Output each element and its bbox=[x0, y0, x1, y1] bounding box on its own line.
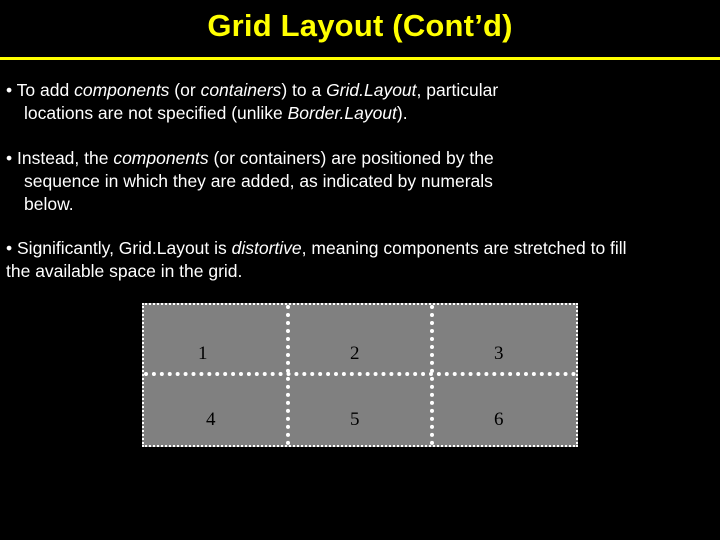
bullet-continuation: below. bbox=[24, 194, 74, 214]
grid-divider bbox=[144, 372, 576, 376]
bullet-continuation: sequence in which they are added, as indicated by numerals bbox=[24, 171, 493, 191]
bullet-italic-term: components bbox=[74, 80, 170, 100]
bullet-continuation: the available space in the grid. bbox=[6, 261, 243, 281]
bullet-italic-term: containers bbox=[200, 80, 282, 100]
bullet-text: ) to a bbox=[281, 80, 327, 100]
bullet-marker: • bbox=[6, 80, 13, 100]
bullet-text: (or containers) are positioned by the bbox=[208, 148, 494, 168]
title-underline bbox=[0, 57, 720, 60]
bullet-italic-term: distortive bbox=[231, 238, 302, 258]
bullet-text: ). bbox=[396, 103, 408, 123]
bullet-italic-term: Grid.Layout bbox=[326, 80, 417, 100]
bullet-text: , particular bbox=[416, 80, 499, 100]
bullet-text: (or bbox=[169, 80, 201, 100]
slide-title: Grid Layout (Cont’d) bbox=[207, 8, 513, 43]
bullet-italic-term: components bbox=[113, 148, 209, 168]
grid-cell-5: 5 bbox=[350, 409, 360, 430]
bullet-italic-term: Border.Layout bbox=[287, 103, 397, 123]
bullet-text: locations are not specified (unlike bbox=[24, 103, 288, 123]
bullet-distortive bbox=[6, 237, 716, 283]
grid-cell-6: 6 bbox=[494, 409, 504, 430]
grid-cell-1: 1 bbox=[198, 343, 208, 364]
grid-cell-4: 4 bbox=[206, 409, 216, 430]
bullet-marker: • bbox=[6, 148, 13, 168]
bullet-text: To add bbox=[12, 80, 75, 100]
grid-cell-2: 2 bbox=[350, 343, 360, 364]
bullet-marker: • bbox=[6, 238, 13, 258]
grid-layout-diagram bbox=[142, 303, 578, 447]
grid-cell-3: 3 bbox=[494, 343, 504, 364]
bullet-sequence bbox=[6, 147, 716, 216]
bullet-add-components bbox=[6, 79, 716, 125]
bullet-text: Instead, the bbox=[12, 148, 114, 168]
bullet-text: Significantly, Grid.Layout is bbox=[12, 238, 232, 258]
bullet-text: , meaning components are stretched to fill bbox=[301, 238, 627, 258]
bullet-continuation bbox=[6, 102, 408, 125]
